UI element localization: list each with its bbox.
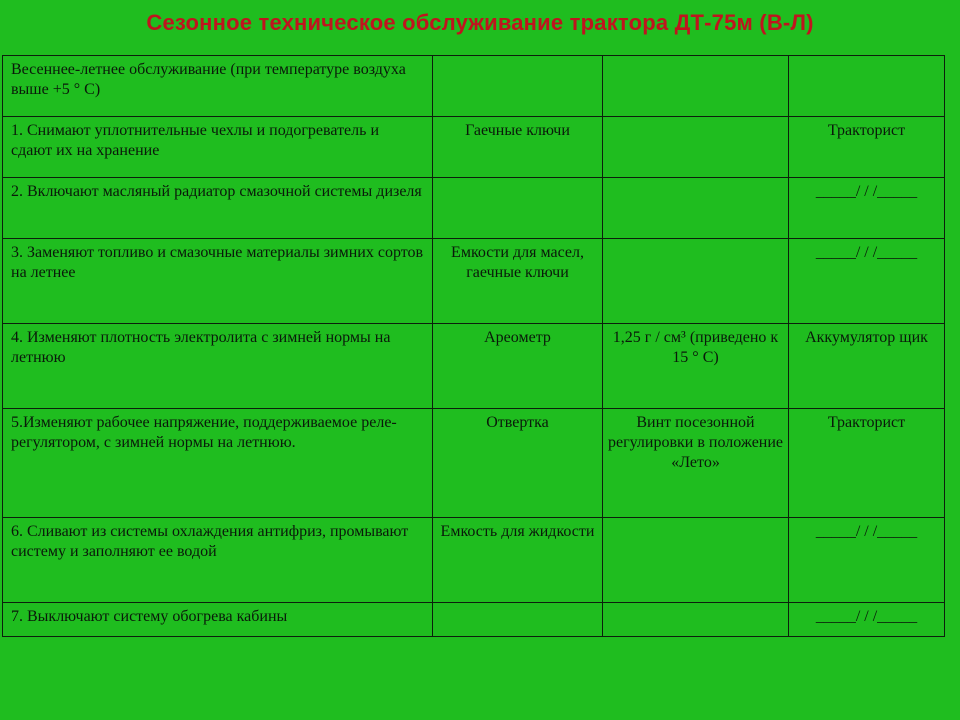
tools-cell <box>433 603 603 637</box>
tools-cell: Гаечные ключи <box>433 117 603 178</box>
table-row <box>3 239 945 324</box>
performer-cell: _____/ / /_____ <box>789 239 945 324</box>
table-row <box>3 603 945 637</box>
operation-cell: 2. Включают масляный радиатор смазочной системы дизеля <box>3 178 433 239</box>
operation-cell: 5.Изменяют рабочее напряжение, поддерживаемое реле-регулятором, с зимней нормы на летнюю. <box>3 409 433 518</box>
spec-cell <box>603 239 789 324</box>
slide-title: Сезонное техническое обслуживание трактора ДТ-75м (В-Л) <box>146 10 814 35</box>
tools-cell: Отвертка <box>433 409 603 518</box>
operation-cell: Весеннее-летнее обслуживание (при температуре воздуха выше +5 ° С) <box>3 56 433 117</box>
performer-cell: _____/ / /_____ <box>789 603 945 637</box>
performer-cell: Тракторист <box>789 117 945 178</box>
tools-cell: Ареометр <box>433 324 603 409</box>
performer-cell: Тракторист <box>789 409 945 518</box>
spec-cell <box>603 518 789 603</box>
table-row <box>3 178 945 239</box>
spec-cell <box>603 117 789 178</box>
performer-cell: Аккумулятор щик <box>789 324 945 409</box>
tools-cell: Емкость для жидкости <box>433 518 603 603</box>
spec-cell: Винт посезонной регулировки в положение «Лето» <box>603 409 789 518</box>
spec-cell <box>603 56 789 117</box>
table-row <box>3 117 945 178</box>
spec-cell <box>603 603 789 637</box>
performer-cell: _____/ / /_____ <box>789 518 945 603</box>
maintenance-table <box>2 55 945 637</box>
table-row <box>3 324 945 409</box>
spec-cell <box>603 178 789 239</box>
table-row <box>3 518 945 603</box>
tools-cell <box>433 178 603 239</box>
performer-cell <box>789 56 945 117</box>
tools-cell: Емкости для масел, гаечные ключи <box>433 239 603 324</box>
operation-cell: 7. Выключают систему обогрева кабины <box>3 603 433 637</box>
spec-cell: 1,25 г / см³ (приведено к 15 ° С) <box>603 324 789 409</box>
operation-cell: 3. Заменяют топливо и смазочные материалы зимних сортов на летнее <box>3 239 433 324</box>
tools-cell <box>433 56 603 117</box>
operation-cell: 6. Сливают из системы охлаждения антифриз, промывают систему и заполняют ее водой <box>3 518 433 603</box>
table-row <box>3 56 945 117</box>
operation-cell: 1. Снимают уплотнительные чехлы и подогреватель и сдают их на хранение <box>3 117 433 178</box>
table-row <box>3 409 945 518</box>
operation-cell: 4. Изменяют плотность электролита с зимней нормы на летнюю <box>3 324 433 409</box>
performer-cell: _____/ / /_____ <box>789 178 945 239</box>
